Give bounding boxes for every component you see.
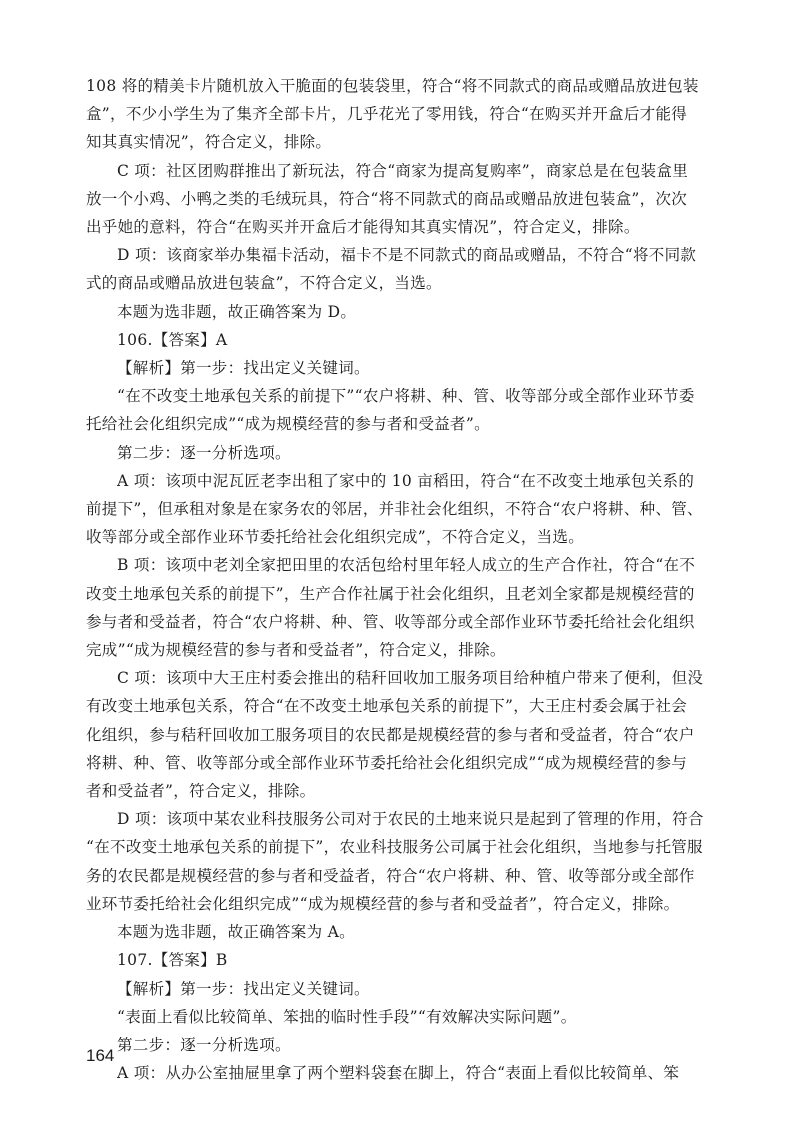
text-line: 将耕、种、管、收等部分或全部作业环节委托给社会化组织完成”“成为规模经营的参与	[86, 753, 688, 772]
text-line: 完成”“成为规模经营的参与者和受益者”，符合定义，排除。	[86, 641, 506, 660]
text-line: “在不改变土地承包关系的前提下”“农户将耕、种、管、收等部分或全部作业环节委	[117, 387, 695, 406]
text-line: 放一个小鸡、小鸭之类的毛绒玩具，符合“将不同款式的商品或赠品放进包装盒”，次次	[86, 189, 688, 208]
text-line: B 项：该项中老刘全家把田里的农活包给村里年轻人成立的生产合作社，符合“在不	[117, 556, 696, 575]
text-line: 本题为选非题，故正确答案为 A。	[117, 923, 355, 942]
page-number: 164	[86, 1046, 115, 1065]
text-line: C 项：社区团购群推出了新玩法，符合“商家为提高复购率”，商家总是在包装盒里	[117, 161, 689, 180]
text-line: 【解析】第一步：找出定义关键词。	[117, 979, 370, 998]
text-line: 化组织，参与秸秆回收加工服务项目的农民都是规模经营的参与者和受益者，符合“农户	[86, 725, 695, 744]
text-line: C 项：该项中大王庄村委会推出的秸秆回收加工服务项目给种植户带来了便利，但没	[117, 669, 704, 688]
text-line: 107.【答案】B	[117, 951, 228, 970]
text-line: D 项：该商家举办集福卡活动，福卡不是不同款式的商品或赠品，不符合“将不同款	[117, 246, 697, 265]
text-line: 前提下”，但承租对象是在家务农的邻居，并非社会化组织，不符合“农户将耕、种、管、	[86, 500, 703, 519]
text-line: 第二步：逐一分析选项。	[117, 443, 291, 462]
text-line: A 项：从办公室抽屉里拿了两个塑料袋套在脚上，符合“表面上看似比较简单、笨	[117, 1064, 680, 1083]
text-line: 本题为选非题，故正确答案为 D。	[117, 302, 357, 321]
document-body	[86, 72, 718, 1087]
text-line: 【解析】第一步：找出定义关键词。	[117, 359, 370, 378]
text-line: 108 将的精美卡片随机放入干脆面的包装袋里，符合“将不同款式的商品或赠品放进包装	[86, 77, 699, 95]
text-line: 第二步：逐一分析选项。	[117, 1035, 291, 1054]
text-line: D 项：该项中某农业科技服务公司对于农民的土地来说只是起到了管理的作用，符合	[117, 810, 704, 829]
text-line: “在不改变土地承包关系的前提下”，农业科技服务公司属于社会化组织，当地参与托管服	[86, 838, 703, 857]
text-line: 务的农民都是规模经营的参与者和受益者，符合“农户将耕、种、管、收等部分或全部作	[86, 866, 695, 885]
text-line: 者和受益者”，符合定义，排除。	[86, 782, 316, 801]
text-line: 106.【答案】A	[117, 330, 228, 349]
text-line: 托给社会化组织完成”“成为规模经营的参与者和受益者”。	[86, 415, 490, 434]
text-line: 参与者和受益者，符合“农户将耕、种、管、收等部分或全部作业环节委托给社会化组织	[86, 612, 695, 631]
text-line: 改变土地承包关系的前提下”，生产合作社属于社会化组织，且老刘全家都是规模经营的	[86, 584, 695, 603]
text-line: 有改变土地承包关系，符合“在不改变土地承包关系的前提下”，大王庄村委会属于社会	[86, 697, 688, 716]
text-line: 盒”，不少小学生为了集齐全部卡片，几乎花光了零用钱，符合“在购买并开盒后才能得	[86, 105, 688, 124]
text-line: 知其真实情况”，符合定义，排除。	[86, 133, 332, 152]
text-line: A 项：该项中泥瓦匠老李出租了家中的 10 亩稻田，符合“在不改变土地承包关系的	[117, 471, 695, 490]
text-line: 出乎她的意料，符合“在购买并开盒后才能得知其真实情况”，符合定义，排除。	[86, 218, 640, 237]
text-line: 业环节委托给社会化组织完成”“成为规模经营的参与者和受益者”，符合定义，排除。	[86, 894, 680, 913]
text-line: 收等部分或全部作业环节委托给社会化组织完成”，不符合定义，当选。	[86, 528, 585, 547]
text-line: 式的商品或赠品放进包装盒”，不符合定义，当选。	[86, 274, 442, 293]
text-line: “表面上看似比较简单、笨拙的临时性手段”“有效解决实际问题”。	[117, 1007, 577, 1026]
